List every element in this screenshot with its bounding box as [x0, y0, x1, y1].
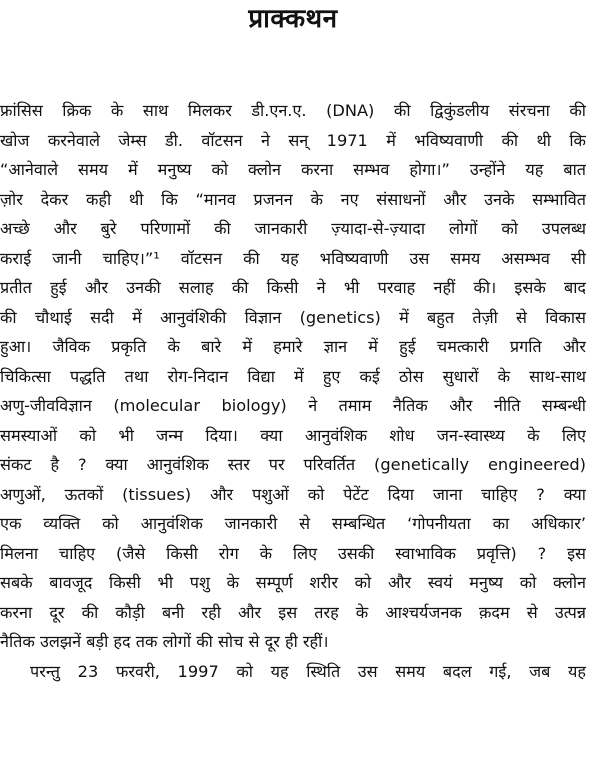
text-line: खोज करनेवाले जेम्स डी. वॉटसन ने सन् 1971 में भविष्यवाणी की थी कि [0, 130, 586, 150]
text-line: “आनेवाले समय में मनुष्य को क्लोन करना सम्भव होगा।” उन्होंने यह बात [0, 160, 586, 179]
text-line: हुआ। जैविक प्रकृति के बारे में हमारे ज्ञान में हुई चमत्कारी प्रगति और [0, 337, 586, 356]
text-line: एक व्यक्ति को आनुवंशिक जानकारी से सम्बन्धित ‘गोपनीयता का अधिकार’ [0, 514, 586, 533]
text-line: सबके बावजूद किसी भी पशु के सम्पूर्ण शरीर को और स्वयं मनुष्य को क्लोन [0, 573, 586, 592]
text-line: प्रतीत हुई और उनकी सलाह की किसी ने भी परवाह नहीं की। इसके बाद [0, 278, 586, 297]
text-line: चिकित्सा पद्धति तथा रोग-निदान विद्या में हुए कई ठोस सुधारों के साथ-साथ [0, 366, 586, 386]
text-line: परन्तु 23 फरवरी, 1997 को यह स्थिति उस समय बदल गई, जब यह [30, 661, 586, 681]
page-title: प्राक्कथन [248, 4, 338, 34]
text-line: फ्रांसिस क्रिक के साथ मिलकर डी.एन.ए. (DNA) की द्विकुंडलीय संरचना की [0, 101, 586, 120]
text-line: अणु-जीवविज्ञान (molecular biology) ने तमाम नैतिक और नीति सम्बन्धी [0, 396, 586, 415]
text-line: अच्छे और बुरे परिणामों की जानकारी ज़्यादा-से-ज़्यादा लोगों को उपलब्ध [0, 219, 586, 238]
text-line: ज़ोर देकर कही थी कि “मानव प्रजनन के नए संसाधनों और उनके सम्भावित [0, 189, 586, 209]
text-line: की चौथाई सदी में आनुवंशिकी विज्ञान (genetics) में बहुत तेज़ी से विकास [0, 307, 586, 327]
text-line: करना दूर की कौड़ी बनी रही और इस तरह के आश्चर्यजनक क़दम से उत्पन्न [0, 602, 586, 622]
text-line: कराई जानी चाहिए।”¹ वॉटसन की यह भविष्यवाणी उस समय असम्भव सी [0, 248, 586, 268]
text-line: अणुओं, ऊतकों (tissues) और पशुओं को पेटेंट दिया जाना चाहिए ? क्या [0, 484, 586, 504]
text-line: मिलना चाहिए (जैसे किसी रोग के लिए उसकी स्वाभाविक प्रवृत्ति) ? इस [0, 543, 586, 563]
text-line: समस्याओं को भी जन्म दिया। क्या आनुवंशिक शोध जन-स्वास्थ्य के लिए [0, 425, 586, 445]
text-line: संकट है ? क्या आनुवंशिक स्तर पर परिवर्तित (genetically engineered) [0, 455, 586, 474]
body-text [0, 96, 586, 686]
text-line: नैतिक उलझनें बड़ी हद तक लोगों की सोच से दूर ही रहीं। [0, 632, 329, 651]
